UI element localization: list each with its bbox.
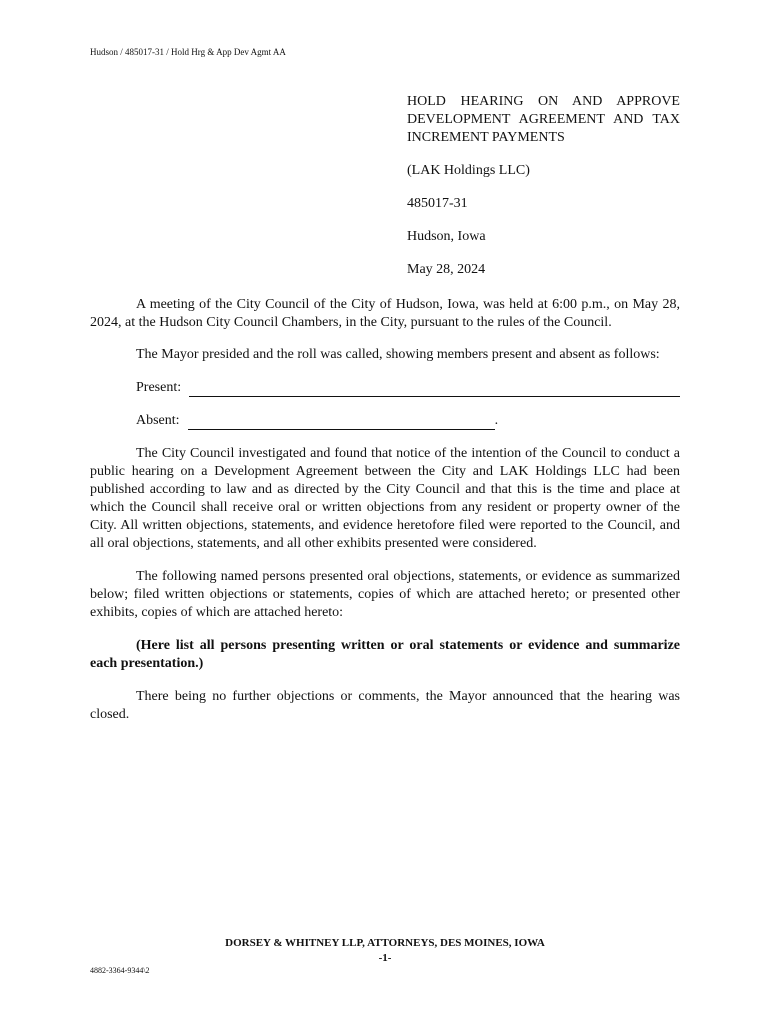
paragraph-notice: The City Council investigated and found that notice of the intention of the Council to conduct a public hearing on a Development Agreement between the City and LAK Holdings LLC had been published according to law and as directed by the City Council and that this is the time and place at which the Council shall receive oral or written objections from any resident or property owner of the City. All written objections, statements, and evidence heretofore filed were reported to the Council, and all oral objections, statements, and all other exhibits presented were considered. — [90, 446, 680, 551]
paragraph-meeting: A meeting of the City Council of the City of Hudson, Iowa, was held at 6:00 p.m., on May 28, 2024, at the Hudson City Council Chambers, in the City, pursuant to the rules of the Council. — [90, 297, 680, 330]
page-number: -1- — [378, 952, 392, 964]
file-number: 485017-31 — [407, 196, 468, 211]
title-block — [407, 93, 680, 279]
document-title: HOLD HEARING ON AND APPROVE DEVELOPMENT AGREEMENT AND TAX INCREMENT PAYMENTS — [407, 94, 680, 145]
document-number: 4882-3364-9344\2 — [90, 966, 150, 975]
present-label: Present: — [136, 380, 182, 395]
paragraph-persons: The following named persons presented oral objections, statements, or evidence as summarized below; filed written objections or statements, copies of which are attached hereto; or presented other exhibits, copies of which are attached hereto: — [90, 569, 680, 620]
paragraph-hearing-closed: There being no further objections or comments, the Mayor announced that the hearing was closed. — [90, 689, 680, 722]
party-name: (LAK Holdings LLC) — [407, 163, 530, 178]
paragraph-instruction: (Here list all persons presenting written or oral statements or evidence and summarize each presentation.) — [90, 638, 680, 671]
header-reference: Hudson / 485017-31 / Hold Hrg & App Dev Agmt AA — [90, 47, 286, 57]
absent-line — [90, 412, 680, 430]
paragraph-roll-call: The Mayor presided and the roll was called, showing members present and absent as follows: — [136, 347, 660, 362]
present-blank — [189, 382, 680, 397]
absent-period: . — [494, 413, 499, 428]
absent-blank — [188, 415, 495, 430]
location: Hudson, Iowa — [407, 229, 486, 244]
document-body — [90, 296, 680, 724]
present-line — [90, 379, 680, 397]
footer-firm: DORSEY & WHITNEY LLP, ATTORNEYS, DES MOINES, IOWA — [225, 937, 545, 949]
absent-label: Absent: — [136, 413, 180, 428]
footer — [0, 936, 770, 966]
meeting-date: May 28, 2024 — [407, 262, 486, 277]
